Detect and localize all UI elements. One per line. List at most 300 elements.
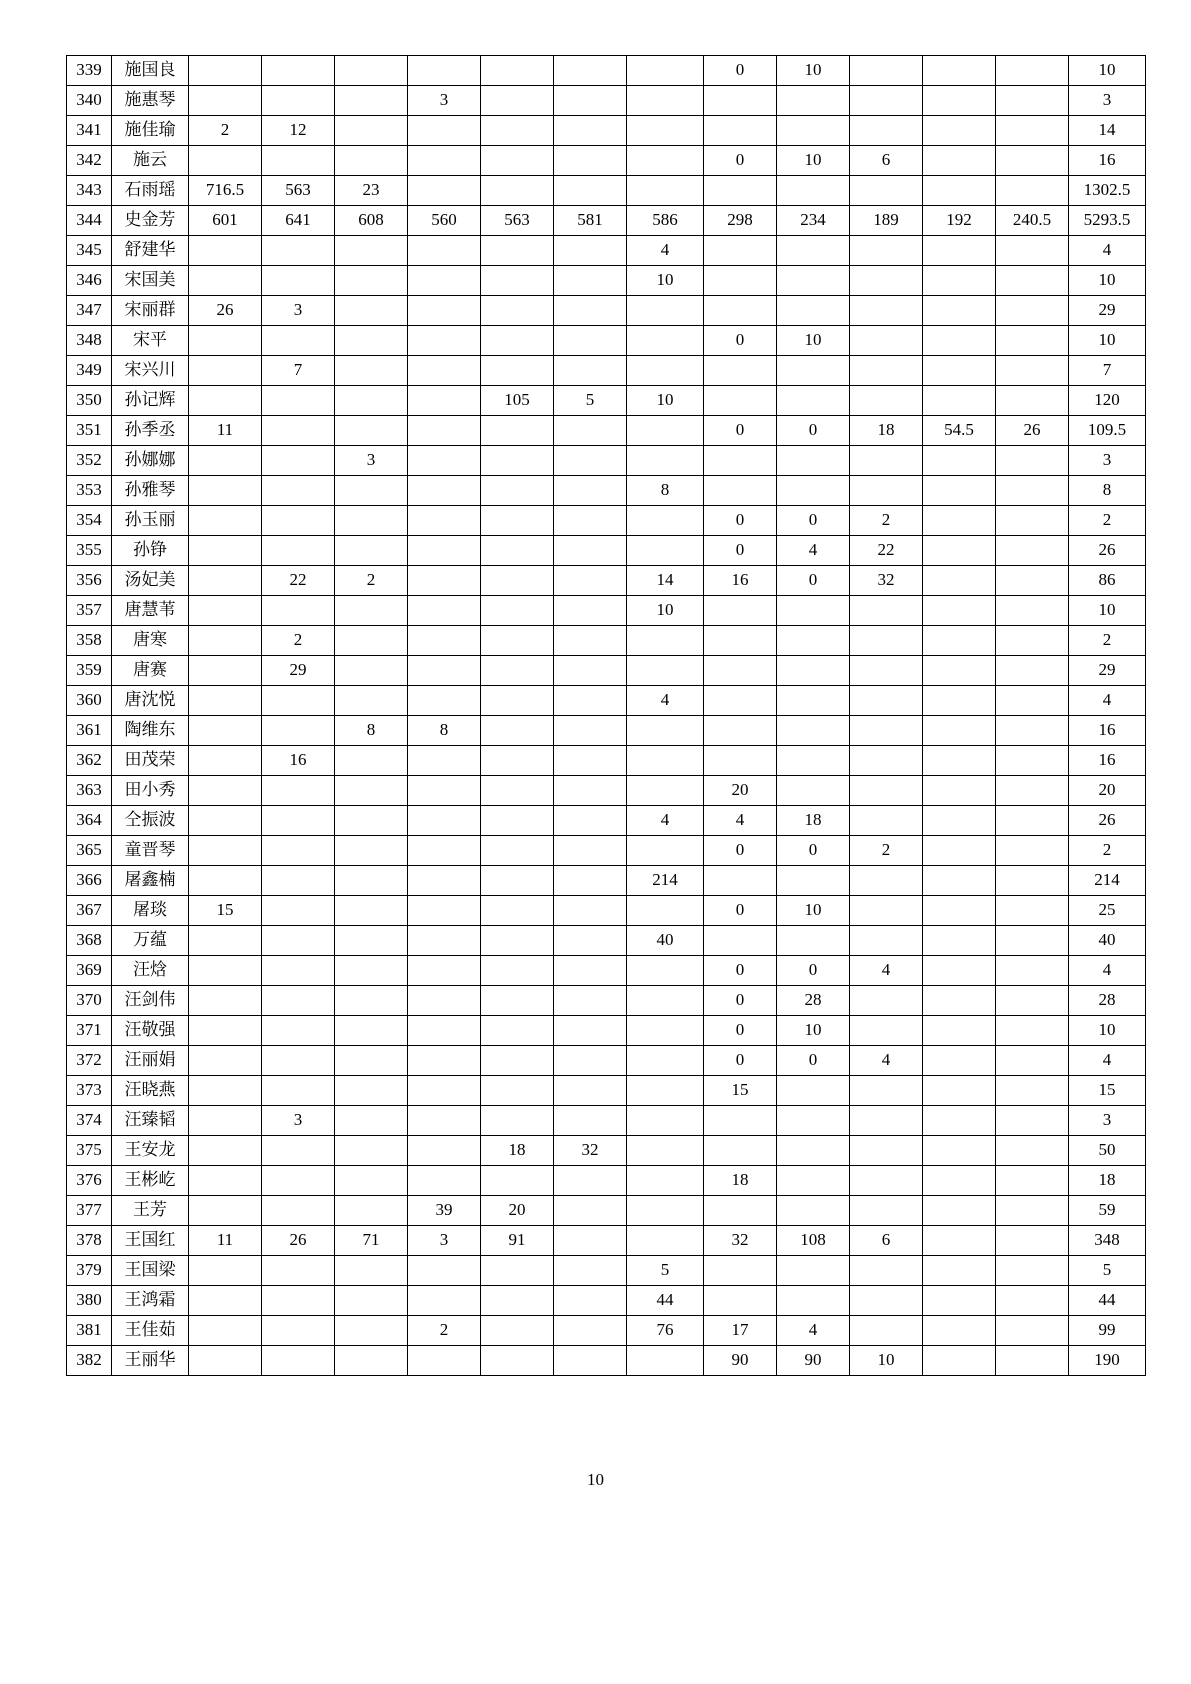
value-cell — [335, 1196, 408, 1226]
value-cell — [262, 686, 335, 716]
value-cell: 0 — [777, 956, 850, 986]
value-cell — [408, 1106, 481, 1136]
person-name-cell: 王芳 — [112, 1196, 189, 1226]
person-name-cell: 孙玉丽 — [112, 506, 189, 536]
row-total-cell: 50 — [1069, 1136, 1146, 1166]
row-total-cell: 29 — [1069, 296, 1146, 326]
row-index-cell: 353 — [67, 476, 112, 506]
value-cell — [923, 116, 996, 146]
value-cell — [923, 896, 996, 926]
value-cell — [262, 266, 335, 296]
value-cell: 90 — [704, 1346, 777, 1376]
value-cell — [189, 86, 262, 116]
value-cell — [627, 1136, 704, 1166]
value-cell — [189, 1106, 262, 1136]
value-cell — [923, 1106, 996, 1136]
value-cell: 6 — [850, 1226, 923, 1256]
value-cell — [704, 356, 777, 386]
value-cell — [408, 956, 481, 986]
value-cell: 11 — [189, 1226, 262, 1256]
value-cell — [627, 56, 704, 86]
row-total-cell: 10 — [1069, 326, 1146, 356]
value-cell — [996, 656, 1069, 686]
value-cell — [850, 686, 923, 716]
value-cell: 192 — [923, 206, 996, 236]
value-cell — [554, 1016, 627, 1046]
row-total-cell: 40 — [1069, 926, 1146, 956]
value-cell — [996, 146, 1069, 176]
value-cell: 105 — [481, 386, 554, 416]
value-cell — [189, 836, 262, 866]
row-index-cell: 369 — [67, 956, 112, 986]
value-cell — [554, 296, 627, 326]
value-cell — [554, 686, 627, 716]
value-cell — [996, 926, 1069, 956]
value-cell — [923, 1346, 996, 1376]
value-cell — [262, 386, 335, 416]
table-row — [67, 1226, 1146, 1256]
row-index-cell: 372 — [67, 1046, 112, 1076]
value-cell — [481, 1166, 554, 1196]
value-cell — [481, 446, 554, 476]
value-cell — [262, 956, 335, 986]
value-cell — [408, 836, 481, 866]
value-cell — [704, 296, 777, 326]
person-name-cell: 唐沈悦 — [112, 686, 189, 716]
value-cell — [262, 86, 335, 116]
value-cell — [408, 326, 481, 356]
value-cell: 10 — [627, 266, 704, 296]
row-index-cell: 381 — [67, 1316, 112, 1346]
value-cell — [481, 776, 554, 806]
value-cell — [704, 1106, 777, 1136]
value-cell — [850, 1286, 923, 1316]
value-cell: 16 — [262, 746, 335, 776]
value-cell — [189, 806, 262, 836]
value-cell — [335, 56, 408, 86]
value-cell — [996, 806, 1069, 836]
value-cell — [627, 1196, 704, 1226]
value-cell — [189, 1286, 262, 1316]
value-cell — [554, 866, 627, 896]
value-cell — [408, 386, 481, 416]
value-cell — [554, 536, 627, 566]
value-cell — [335, 746, 408, 776]
table-row — [67, 386, 1146, 416]
value-cell — [777, 716, 850, 746]
value-cell — [481, 416, 554, 446]
row-total-cell: 4 — [1069, 236, 1146, 266]
value-cell: 0 — [704, 986, 777, 1016]
value-cell — [627, 326, 704, 356]
value-cell — [923, 1286, 996, 1316]
value-cell — [189, 596, 262, 626]
value-cell — [189, 1136, 262, 1166]
person-name-cell: 宋丽群 — [112, 296, 189, 326]
value-cell — [777, 1106, 850, 1136]
value-cell — [189, 776, 262, 806]
row-index-cell: 347 — [67, 296, 112, 326]
row-total-cell: 15 — [1069, 1076, 1146, 1106]
value-cell — [627, 716, 704, 746]
table-row — [67, 566, 1146, 596]
table-row — [67, 656, 1146, 686]
value-cell — [189, 1256, 262, 1286]
value-cell — [850, 356, 923, 386]
value-cell — [262, 326, 335, 356]
value-cell: 17 — [704, 1316, 777, 1346]
value-cell — [189, 716, 262, 746]
table-row — [67, 1046, 1146, 1076]
table-row — [67, 1076, 1146, 1106]
row-total-cell: 18 — [1069, 1166, 1146, 1196]
value-cell — [335, 1136, 408, 1166]
table-row — [67, 86, 1146, 116]
value-cell — [262, 596, 335, 626]
value-cell — [408, 986, 481, 1016]
row-index-cell: 352 — [67, 446, 112, 476]
value-cell — [481, 86, 554, 116]
value-cell — [923, 566, 996, 596]
row-index-cell: 339 — [67, 56, 112, 86]
row-total-cell: 8 — [1069, 476, 1146, 506]
value-cell — [189, 326, 262, 356]
value-cell — [554, 806, 627, 836]
value-cell — [335, 506, 408, 536]
value-cell: 26 — [262, 1226, 335, 1256]
value-cell — [850, 926, 923, 956]
value-cell — [923, 296, 996, 326]
value-cell: 3 — [262, 296, 335, 326]
value-cell — [996, 746, 1069, 776]
value-cell — [996, 1106, 1069, 1136]
value-cell — [481, 116, 554, 146]
value-cell: 90 — [777, 1346, 850, 1376]
value-cell — [335, 956, 408, 986]
value-cell: 608 — [335, 206, 408, 236]
table-row — [67, 116, 1146, 146]
value-cell: 0 — [777, 836, 850, 866]
value-cell: 3 — [262, 1106, 335, 1136]
value-cell — [704, 626, 777, 656]
value-cell — [408, 176, 481, 206]
value-cell: 16 — [704, 566, 777, 596]
row-total-cell: 4 — [1069, 956, 1146, 986]
person-name-cell: 汤妃美 — [112, 566, 189, 596]
value-cell — [335, 1316, 408, 1346]
value-cell — [335, 1076, 408, 1106]
value-cell: 26 — [189, 296, 262, 326]
person-name-cell: 屠鑫楠 — [112, 866, 189, 896]
row-index-cell: 340 — [67, 86, 112, 116]
row-total-cell: 29 — [1069, 656, 1146, 686]
value-cell: 108 — [777, 1226, 850, 1256]
value-cell — [554, 1346, 627, 1376]
value-cell — [704, 266, 777, 296]
value-cell — [996, 596, 1069, 626]
value-cell — [627, 416, 704, 446]
value-cell: 0 — [704, 146, 777, 176]
value-cell — [704, 1256, 777, 1286]
table-row — [67, 56, 1146, 86]
value-cell — [554, 1226, 627, 1256]
value-cell — [335, 1346, 408, 1376]
value-cell — [262, 1076, 335, 1106]
person-name-cell: 孙记辉 — [112, 386, 189, 416]
value-cell — [923, 596, 996, 626]
table-row — [67, 356, 1146, 386]
value-cell — [996, 1166, 1069, 1196]
value-cell — [777, 356, 850, 386]
row-index-cell: 351 — [67, 416, 112, 446]
row-total-cell: 109.5 — [1069, 416, 1146, 446]
value-cell: 32 — [704, 1226, 777, 1256]
value-cell — [554, 56, 627, 86]
value-cell — [189, 236, 262, 266]
person-name-cell: 汪丽娟 — [112, 1046, 189, 1076]
value-cell — [777, 386, 850, 416]
value-cell: 8 — [627, 476, 704, 506]
table-row — [67, 986, 1146, 1016]
value-cell — [850, 776, 923, 806]
value-cell — [777, 236, 850, 266]
value-cell — [481, 926, 554, 956]
value-cell: 10 — [627, 386, 704, 416]
value-cell — [408, 656, 481, 686]
value-cell — [554, 356, 627, 386]
value-cell: 581 — [554, 206, 627, 236]
row-total-cell: 5293.5 — [1069, 206, 1146, 236]
value-cell — [923, 836, 996, 866]
value-cell — [262, 416, 335, 446]
value-cell — [262, 1046, 335, 1076]
value-cell — [408, 476, 481, 506]
value-cell: 15 — [704, 1076, 777, 1106]
value-cell — [704, 386, 777, 416]
value-cell — [923, 986, 996, 1016]
value-cell — [408, 1076, 481, 1106]
value-cell — [262, 1286, 335, 1316]
table-row — [67, 236, 1146, 266]
value-cell — [627, 1076, 704, 1106]
row-index-cell: 363 — [67, 776, 112, 806]
value-cell — [554, 1166, 627, 1196]
value-cell — [777, 746, 850, 776]
value-cell — [335, 896, 408, 926]
value-cell — [554, 926, 627, 956]
table-row — [67, 1136, 1146, 1166]
table-row — [67, 896, 1146, 926]
person-name-cell: 宋兴川 — [112, 356, 189, 386]
table-row — [67, 926, 1146, 956]
value-cell — [189, 1166, 262, 1196]
value-cell — [996, 986, 1069, 1016]
value-cell — [996, 836, 1069, 866]
table-row — [67, 686, 1146, 716]
value-cell: 76 — [627, 1316, 704, 1346]
row-index-cell: 355 — [67, 536, 112, 566]
value-cell — [408, 506, 481, 536]
value-cell — [850, 716, 923, 746]
value-cell — [554, 266, 627, 296]
value-cell — [850, 86, 923, 116]
value-cell — [850, 1316, 923, 1346]
value-cell: 11 — [189, 416, 262, 446]
value-cell — [481, 266, 554, 296]
value-cell — [627, 896, 704, 926]
value-cell — [850, 476, 923, 506]
value-cell — [189, 956, 262, 986]
value-cell: 0 — [777, 566, 850, 596]
value-cell: 0 — [704, 1046, 777, 1076]
value-cell — [850, 626, 923, 656]
value-cell: 10 — [777, 146, 850, 176]
value-cell — [923, 1196, 996, 1226]
row-total-cell: 10 — [1069, 266, 1146, 296]
value-cell — [408, 146, 481, 176]
value-cell — [335, 926, 408, 956]
person-name-cell: 王国梁 — [112, 1256, 189, 1286]
value-cell: 2 — [335, 566, 408, 596]
value-cell — [704, 866, 777, 896]
value-cell — [481, 716, 554, 746]
table-row — [67, 836, 1146, 866]
value-cell — [704, 1286, 777, 1316]
value-cell — [923, 176, 996, 206]
value-cell — [996, 776, 1069, 806]
value-cell — [850, 326, 923, 356]
value-cell — [996, 56, 1069, 86]
value-cell: 601 — [189, 206, 262, 236]
value-cell — [923, 536, 996, 566]
value-cell — [704, 236, 777, 266]
value-cell — [408, 1136, 481, 1166]
value-cell — [923, 476, 996, 506]
value-cell — [627, 506, 704, 536]
row-total-cell: 10 — [1069, 56, 1146, 86]
value-cell — [408, 536, 481, 566]
value-cell — [554, 1106, 627, 1136]
value-cell: 22 — [850, 536, 923, 566]
value-cell — [850, 656, 923, 686]
value-cell: 26 — [996, 416, 1069, 446]
person-name-cell: 王安龙 — [112, 1136, 189, 1166]
row-total-cell: 26 — [1069, 806, 1146, 836]
value-cell — [408, 236, 481, 266]
value-cell — [481, 836, 554, 866]
value-cell — [189, 146, 262, 176]
value-cell — [704, 476, 777, 506]
value-cell — [262, 1256, 335, 1286]
value-cell — [408, 56, 481, 86]
value-cell — [996, 1196, 1069, 1226]
table-row — [67, 476, 1146, 506]
table-row — [67, 266, 1146, 296]
value-cell: 586 — [627, 206, 704, 236]
value-cell — [850, 1076, 923, 1106]
value-cell — [189, 1346, 262, 1376]
value-cell — [335, 86, 408, 116]
value-cell — [923, 776, 996, 806]
value-cell — [554, 836, 627, 866]
value-cell — [554, 986, 627, 1016]
value-cell — [262, 1346, 335, 1376]
row-total-cell: 2 — [1069, 626, 1146, 656]
value-cell — [408, 806, 481, 836]
table-row — [67, 326, 1146, 356]
person-name-cell: 孙雅琴 — [112, 476, 189, 506]
row-total-cell: 10 — [1069, 596, 1146, 626]
value-cell — [189, 386, 262, 416]
person-name-cell: 田茂荣 — [112, 746, 189, 776]
value-cell — [627, 986, 704, 1016]
value-cell — [996, 176, 1069, 206]
value-cell — [777, 866, 850, 896]
value-cell — [777, 686, 850, 716]
value-cell — [481, 986, 554, 1016]
value-cell — [335, 986, 408, 1016]
row-total-cell: 16 — [1069, 716, 1146, 746]
value-cell — [996, 1226, 1069, 1256]
value-cell: 2 — [189, 116, 262, 146]
value-cell: 563 — [481, 206, 554, 236]
value-cell — [996, 356, 1069, 386]
row-total-cell: 59 — [1069, 1196, 1146, 1226]
value-cell — [408, 356, 481, 386]
value-cell — [850, 746, 923, 776]
table-row — [67, 1166, 1146, 1196]
value-cell — [704, 926, 777, 956]
value-cell — [408, 746, 481, 776]
value-cell: 18 — [481, 1136, 554, 1166]
value-cell — [554, 176, 627, 206]
person-name-cell: 王彬屹 — [112, 1166, 189, 1196]
value-cell: 0 — [704, 326, 777, 356]
value-cell — [996, 476, 1069, 506]
value-cell: 23 — [335, 176, 408, 206]
value-cell — [189, 56, 262, 86]
table-row — [67, 806, 1146, 836]
value-cell — [408, 416, 481, 446]
data-table-container — [66, 55, 1131, 1376]
value-cell: 4 — [777, 1316, 850, 1346]
value-cell — [627, 356, 704, 386]
value-cell — [850, 236, 923, 266]
table-row — [67, 206, 1146, 236]
value-cell — [996, 1286, 1069, 1316]
value-cell — [554, 1316, 627, 1346]
value-cell — [189, 536, 262, 566]
value-cell: 2 — [850, 506, 923, 536]
value-cell — [481, 1256, 554, 1286]
row-total-cell: 2 — [1069, 506, 1146, 536]
value-cell — [335, 476, 408, 506]
value-cell — [996, 1346, 1069, 1376]
table-row — [67, 146, 1146, 176]
value-cell — [996, 116, 1069, 146]
value-cell — [704, 176, 777, 206]
value-cell: 10 — [777, 896, 850, 926]
value-cell — [777, 596, 850, 626]
value-cell: 2 — [850, 836, 923, 866]
value-cell — [262, 56, 335, 86]
value-cell — [408, 116, 481, 146]
value-cell: 10 — [850, 1346, 923, 1376]
value-cell — [189, 506, 262, 536]
contributions-table — [66, 55, 1146, 1376]
value-cell — [850, 806, 923, 836]
value-cell — [704, 596, 777, 626]
